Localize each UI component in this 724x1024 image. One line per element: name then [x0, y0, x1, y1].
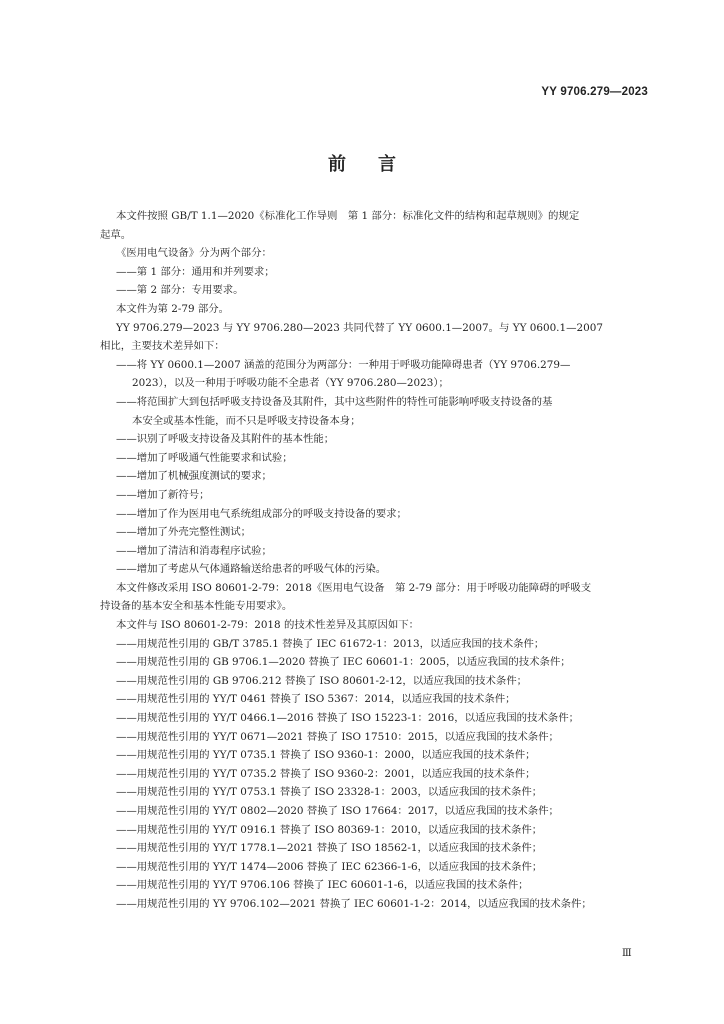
paragraph-continuation: 相比，主要技术差异如下： — [100, 340, 225, 353]
list-item: ——用规范性引用的 GB/T 3785.1 替换了 IEC 61672-1：2013，以适应我国的技术条件； — [116, 637, 545, 650]
list-item: ——增加了新符号； — [116, 488, 210, 501]
list-item: ——用规范性引用的 YY/T 0735.2 替换了 ISO 9360-2：2001，以适应我国的技术条件； — [116, 767, 536, 780]
list-item: ——用规范性引用的 YY/T 0916.1 替换了 ISO 80369-1：2010，以适应我国的技术条件； — [116, 823, 543, 836]
list-item-continuation: 2023），以及一种用于呼吸功能不全患者（YY 9706.280—2023）； — [132, 377, 449, 390]
list-item: ——用规范性引用的 YY/T 0802—2020 替换了 ISO 17664：2017，以适应我国的技术条件； — [116, 805, 559, 817]
paragraph: YY 9706.279—2023 与 YY 9706.280—2023 共同代替了 YY 0600.1—2007。与 YY 0600.1—2007 — [116, 321, 603, 334]
list-item: ——识别了呼吸支持设备及其附件的基本性能； — [116, 433, 335, 446]
standard-code: YY 9706.279—2023 — [541, 86, 648, 98]
list-item: ——增加了外壳完整性测试； — [116, 526, 252, 539]
paragraph: 本文件与 ISO 80601-2-79：2018 的技术性差异及其原因如下： — [116, 619, 420, 632]
paragraph: 本文件为第 2-79 部分。 — [116, 302, 230, 315]
list-item: ——增加了清洁和消毒程序试验； — [116, 544, 272, 557]
list-item: ——增加了呼吸通气性能要求和试验； — [116, 451, 293, 464]
list-item: ——增加了机械强度测试的要求； — [116, 470, 272, 483]
list-item: ——增加了考虑从气体通路输送给患者的呼吸气体的污染。 — [116, 563, 387, 576]
paragraph: 本文件按照 GB/T 1.1—2020《标准化工作导则 第 1 部分：标准化文件的结构和起草规则》的规定 — [116, 210, 580, 222]
list-item: ——用规范性引用的 YY/T 0466.1—2016 替换了 ISO 15223-1：2016，以适应我国的技术条件； — [116, 712, 579, 725]
list-item: ——用规范性引用的 YY/T 9706.106 替换了 IEC 60601-1-6，以适应我国的技术条件； — [116, 879, 529, 892]
list-item: ——将 YY 0600.1—2007 涵盖的范围分为两部分：一种用于呼吸功能障碍患者（YY 9706.279— — [116, 358, 571, 371]
list-item: ——第 2 部分：专用要求。 — [116, 284, 244, 297]
list-item: ——用规范性引用的 YY/T 1778.1—2021 替换了 ISO 18562-1，以适应我国的技术条件； — [116, 842, 543, 855]
list-item: ——用规范性引用的 YY/T 0671—2021 替换了 ISO 17510：2015，以适应我国的技术条件； — [116, 730, 559, 743]
list-item: ——第 1 部分：通用和并列要求； — [116, 265, 275, 278]
list-item-continuation: 本安全或基本性能，而不只是呼吸支持设备本身； — [132, 414, 361, 427]
list-item: ——用规范性引用的 YY/T 0735.1 替换了 ISO 9360-1：2000，以适应我国的技术条件； — [116, 749, 536, 762]
list-item: ——用规范性引用的 YY 9706.102—2021 替换了 IEC 60601-1-2：2014，以适应我国的技术条件； — [116, 897, 592, 910]
list-item: ——增加了作为医用电气系统组成部分的呼吸支持设备的要求； — [116, 507, 407, 520]
list-item: ——用规范性引用的 YY/T 0753.1 替换了 ISO 23328-1：2003，以适应我国的技术条件； — [116, 786, 543, 799]
page-number: Ⅲ — [622, 948, 632, 959]
list-item: ——用规范性引用的 GB 9706.1—2020 替换了 IEC 60601-1：2005，以适应我国的技术条件； — [116, 656, 571, 669]
list-item: ——将范围扩大到包括呼吸支持设备及其附件，其中这些附件的特性可能影响呼吸支持设备的基 — [116, 395, 553, 408]
page-title: 前言 — [328, 154, 428, 175]
list-item: ——用规范性引用的 YY/T 1474—2006 替换了 IEC 62366-1-6，以适应我国的技术条件； — [116, 860, 543, 873]
paragraph-continuation: 持设备的基本安全和基本性能专用要求》。 — [100, 600, 293, 613]
list-item: ——用规范性引用的 GB 9706.212 替换了 ISO 80601-2-12，以适应我国的技术条件； — [116, 674, 528, 687]
paragraph-continuation: 起草。 — [100, 228, 132, 241]
paragraph: 《医用电气设备》分为两个部分： — [116, 247, 272, 260]
paragraph: 本文件修改采用 ISO 80601-2-79：2018《医用电气设备 第 2-79 部分：用于呼吸功能障碍的呼吸支 — [116, 581, 592, 594]
list-item: ——用规范性引用的 YY/T 0461 替换了 ISO 5367：2014，以适应我国的技术条件； — [116, 693, 516, 706]
document-body — [100, 207, 646, 914]
